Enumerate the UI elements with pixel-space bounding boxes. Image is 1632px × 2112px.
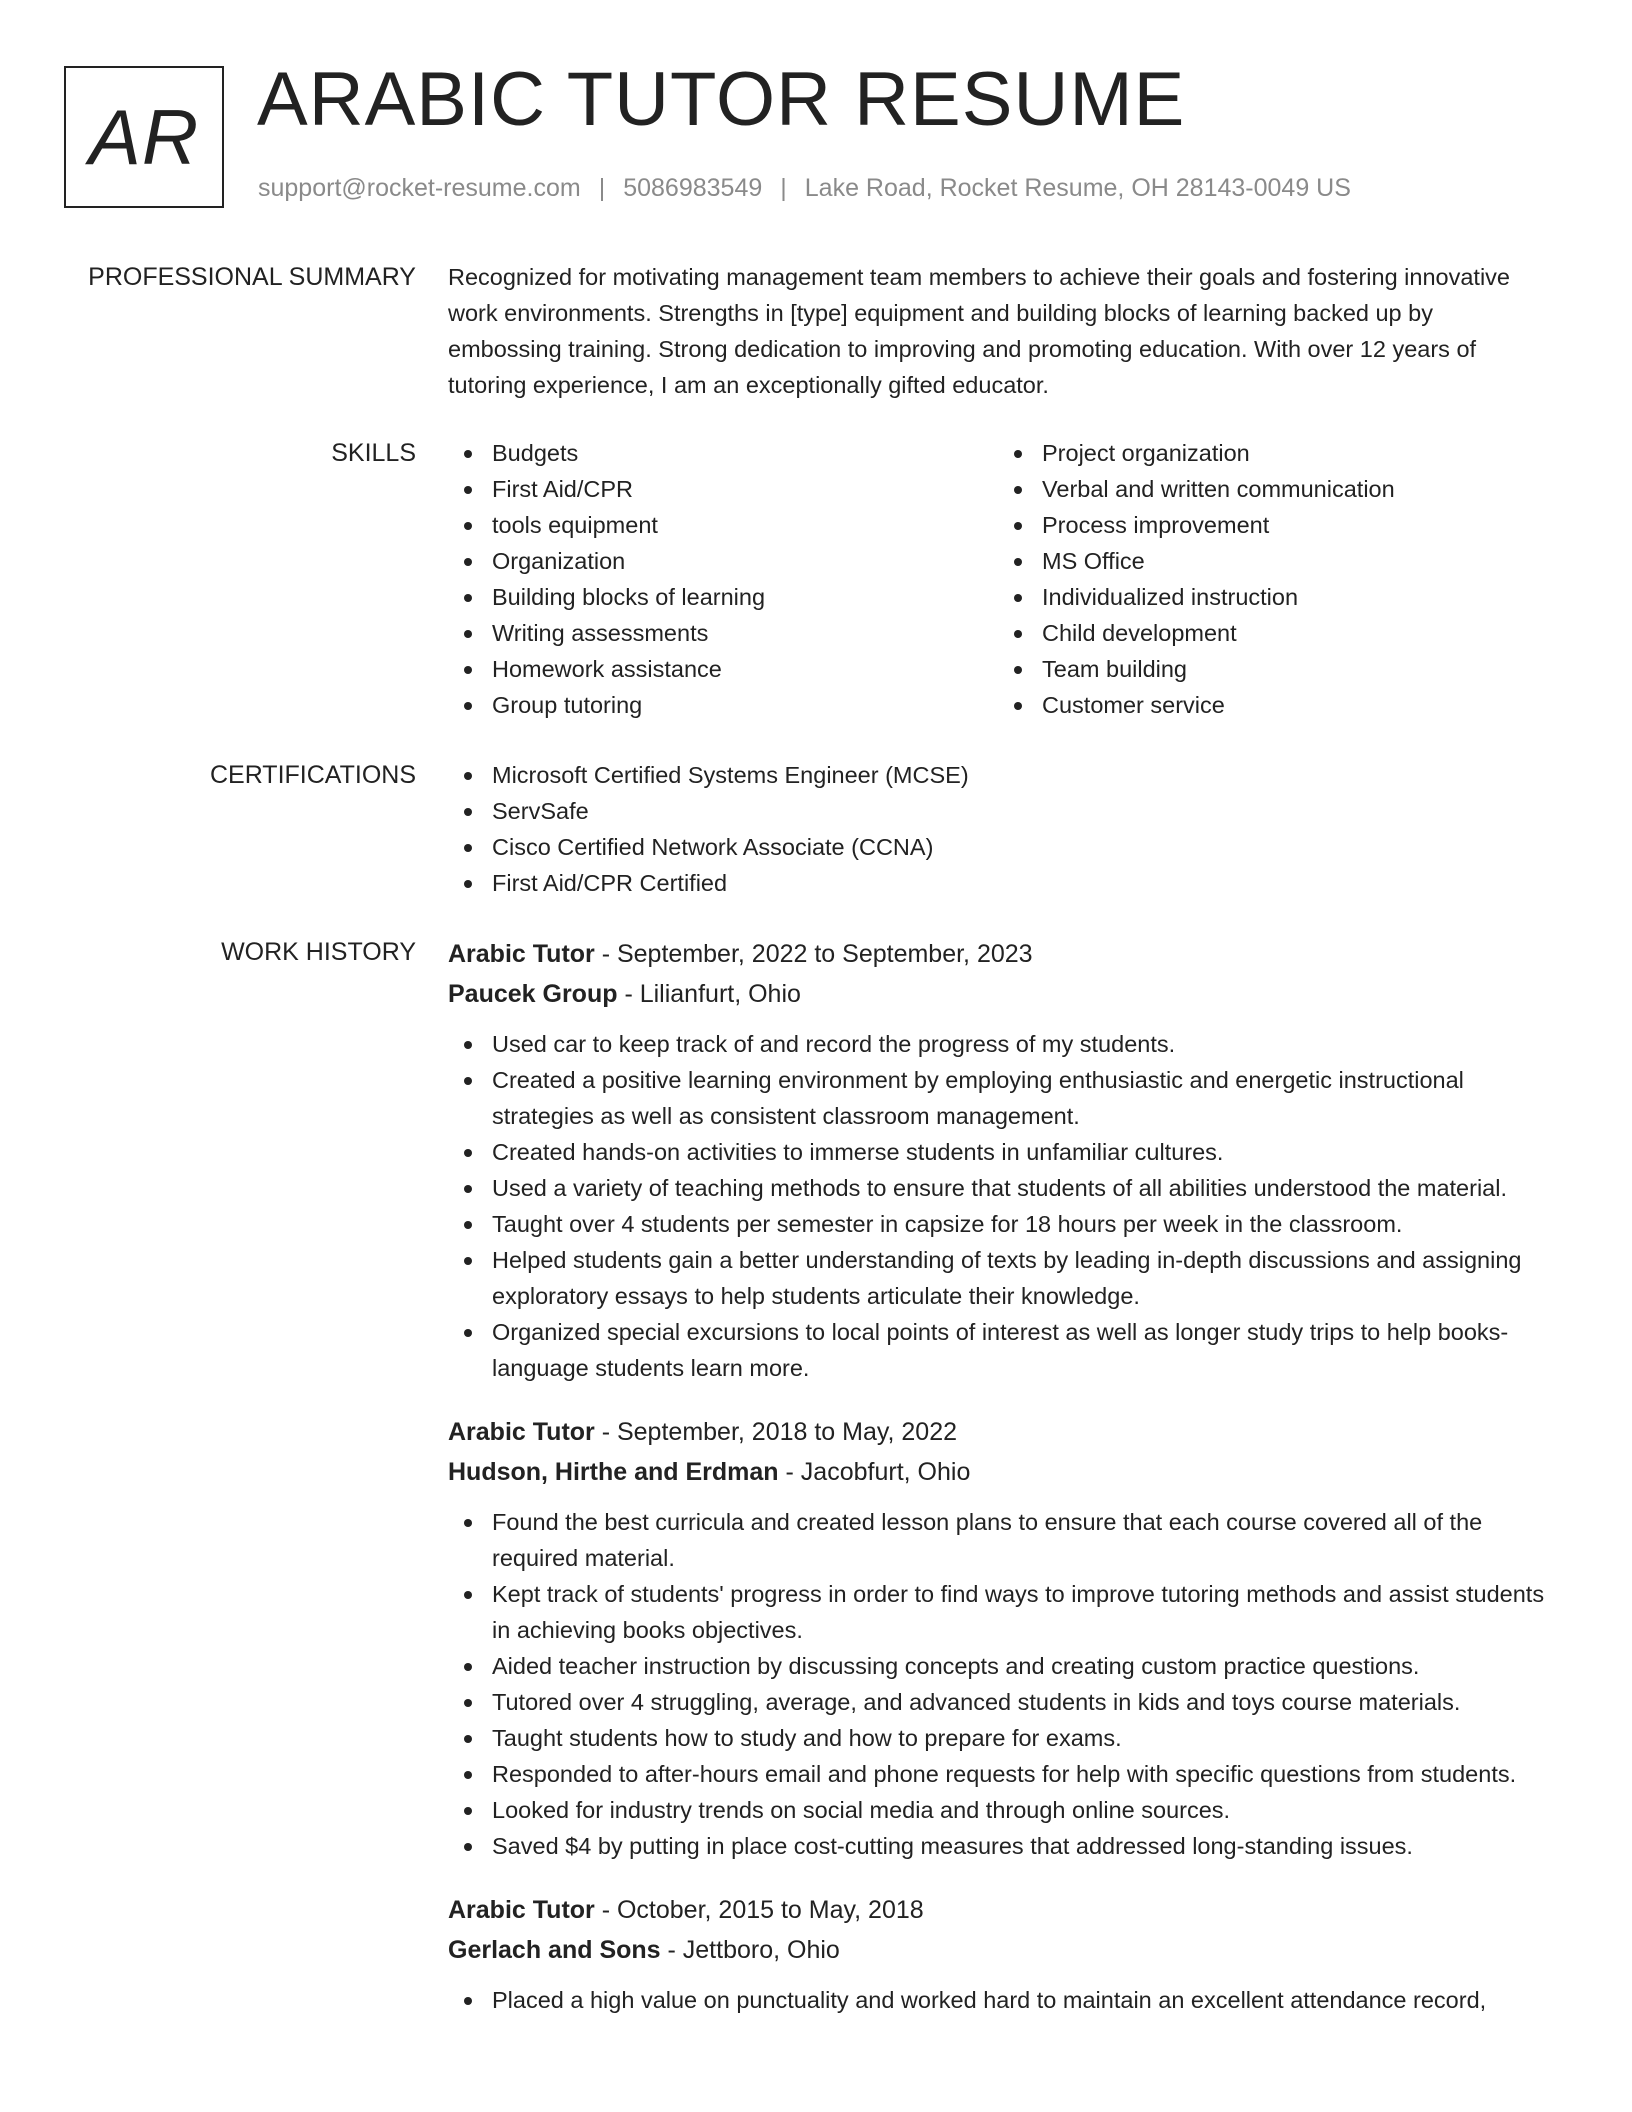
job-bullets: [448, 1026, 1548, 1386]
job-dates: - September, 2022 to September, 2023: [594, 940, 1033, 968]
job-bullet: Found the best curricula and created lesson plans to ensure that each course covered all of the required material.: [448, 1504, 1548, 1576]
job-title-line: [448, 1890, 1548, 1930]
certification-item: First Aid/CPR Certified: [448, 865, 1548, 901]
job-bullet: Used car to keep track of and record the progress of my students.: [448, 1026, 1548, 1062]
job-bullet: Taught over 4 students per semester in capsize for 18 hours per week in the classroom.: [448, 1206, 1548, 1242]
skill-item: Group tutoring: [448, 687, 998, 723]
contact-email: support@rocket-resume.com: [258, 174, 581, 202]
skill-item: Process improvement: [998, 507, 1548, 543]
skills-body: [448, 435, 1548, 723]
job-company-line: [448, 1930, 1548, 1970]
certifications-list: [448, 757, 1548, 901]
job-company-line: [448, 1452, 1548, 1492]
certifications-label: CERTIFICATIONS: [209, 761, 416, 789]
job-bullet: Helped students gain a better understanding of texts by leading in-depth discussions and assigning exploratory essays to help students articulate their knowledge.: [448, 1242, 1548, 1314]
job-dates: - September, 2018 to May, 2022: [594, 1418, 958, 1446]
contact-address: Lake Road, Rocket Resume, OH 28143-0049 US: [804, 174, 1351, 202]
job-bullet: Created hands-on activities to immerse students in unfamiliar cultures.: [448, 1134, 1548, 1170]
job-company: Hudson, Hirthe and Erdman: [448, 1458, 779, 1486]
job-bullets: [448, 1982, 1548, 2018]
skill-item: Child development: [998, 615, 1548, 651]
job-company-line: [448, 974, 1548, 1014]
job-entry: [448, 1890, 1548, 2018]
job-bullet: Kept track of students' progress in order to find ways to improve tutoring methods and assist students in achieving books objectives.: [448, 1576, 1548, 1648]
job-bullet: Created a positive learning environment by employing enthusiastic and energetic instructional strategies as well as consistent classroom management.: [448, 1062, 1548, 1134]
skill-item: Verbal and written communication: [998, 471, 1548, 507]
contact-separator: |: [780, 174, 787, 202]
job-title-line: [448, 934, 1548, 974]
job-bullet: Used a variety of teaching methods to ensure that students of all abilities understood the material.: [448, 1170, 1548, 1206]
skill-item: Customer service: [998, 687, 1548, 723]
job-bullet: Looked for industry trends on social media and through online sources.: [448, 1792, 1548, 1828]
skill-item: Writing assessments: [448, 615, 998, 651]
job-company: Gerlach and Sons: [448, 1936, 661, 1964]
contact-phone: 5086983549: [623, 174, 763, 202]
skill-item: Organization: [448, 543, 998, 579]
skill-item: Project organization: [998, 435, 1548, 471]
skills-left-list: [448, 435, 998, 723]
skill-item: Team building: [998, 651, 1548, 687]
resume-title: ARABIC TUTOR RESUME: [257, 57, 1186, 142]
skill-item: tools equipment: [448, 507, 998, 543]
job-title-line: [448, 1412, 1548, 1452]
certification-item: Cisco Certified Network Associate (CCNA): [448, 829, 1548, 865]
job-company: Paucek Group: [448, 980, 618, 1008]
certification-item: ServSafe: [448, 793, 1548, 829]
job-bullet: Saved $4 by putting in place cost-cutting measures that addressed long-standing issues.: [448, 1828, 1548, 1864]
job-title: Arabic Tutor: [448, 940, 595, 968]
job-entry: [448, 1412, 1548, 1864]
certifications-body: [448, 757, 1548, 901]
job-bullet: Responded to after-hours email and phone requests for help with specific questions from students.: [448, 1756, 1548, 1792]
skills-right-list: [998, 435, 1548, 723]
skills-label: SKILLS: [331, 439, 416, 467]
skill-item: Homework assistance: [448, 651, 998, 687]
work-history-body: [448, 934, 1548, 2044]
job-dates: - October, 2015 to May, 2018: [594, 1896, 924, 1924]
skill-item: Budgets: [448, 435, 998, 471]
skill-item: First Aid/CPR: [448, 471, 998, 507]
job-bullet: Placed a high value on punctuality and worked hard to maintain an excellent attendance record,: [448, 1982, 1548, 2018]
certification-item: Microsoft Certified Systems Engineer (MCSE): [448, 757, 1548, 793]
job-location: - Lilianfurt, Ohio: [617, 980, 801, 1008]
job-title: Arabic Tutor: [448, 1418, 595, 1446]
job-bullet: Aided teacher instruction by discussing concepts and creating custom practice questions.: [448, 1648, 1548, 1684]
job-entry: [448, 934, 1548, 1386]
job-location: - Jacobfurt, Ohio: [778, 1458, 971, 1486]
summary-body: [448, 259, 1548, 403]
contact-line: [258, 174, 1351, 203]
skill-item: Building blocks of learning: [448, 579, 998, 615]
summary-label: PROFESSIONAL SUMMARY: [88, 263, 416, 291]
job-bullet: Tutored over 4 struggling, average, and advanced students in kids and toys course materials.: [448, 1684, 1548, 1720]
work-history-label: WORK HISTORY: [221, 938, 416, 966]
job-location: - Jettboro, Ohio: [660, 1936, 840, 1964]
job-bullet: Organized special excursions to local points of interest as well as longer study trips to help books-language students learn more.: [448, 1314, 1548, 1386]
contact-separator: |: [598, 174, 606, 202]
job-bullet: Taught students how to study and how to prepare for exams.: [448, 1720, 1548, 1756]
summary-text: Recognized for motivating management team members to achieve their goals and fostering innovative work environments. Strengths in [type] equipment and building blocks of learning backed up by embossing training. Strong dedication to improving and promoting education. With over 12 years of tutoring experience, I am an exceptionally gifted educator.: [448, 264, 1510, 398]
job-bullets: [448, 1504, 1548, 1864]
skill-item: MS Office: [998, 543, 1548, 579]
monogram-badge: AR: [64, 66, 224, 208]
job-title: Arabic Tutor: [448, 1896, 595, 1924]
skill-item: Individualized instruction: [998, 579, 1548, 615]
